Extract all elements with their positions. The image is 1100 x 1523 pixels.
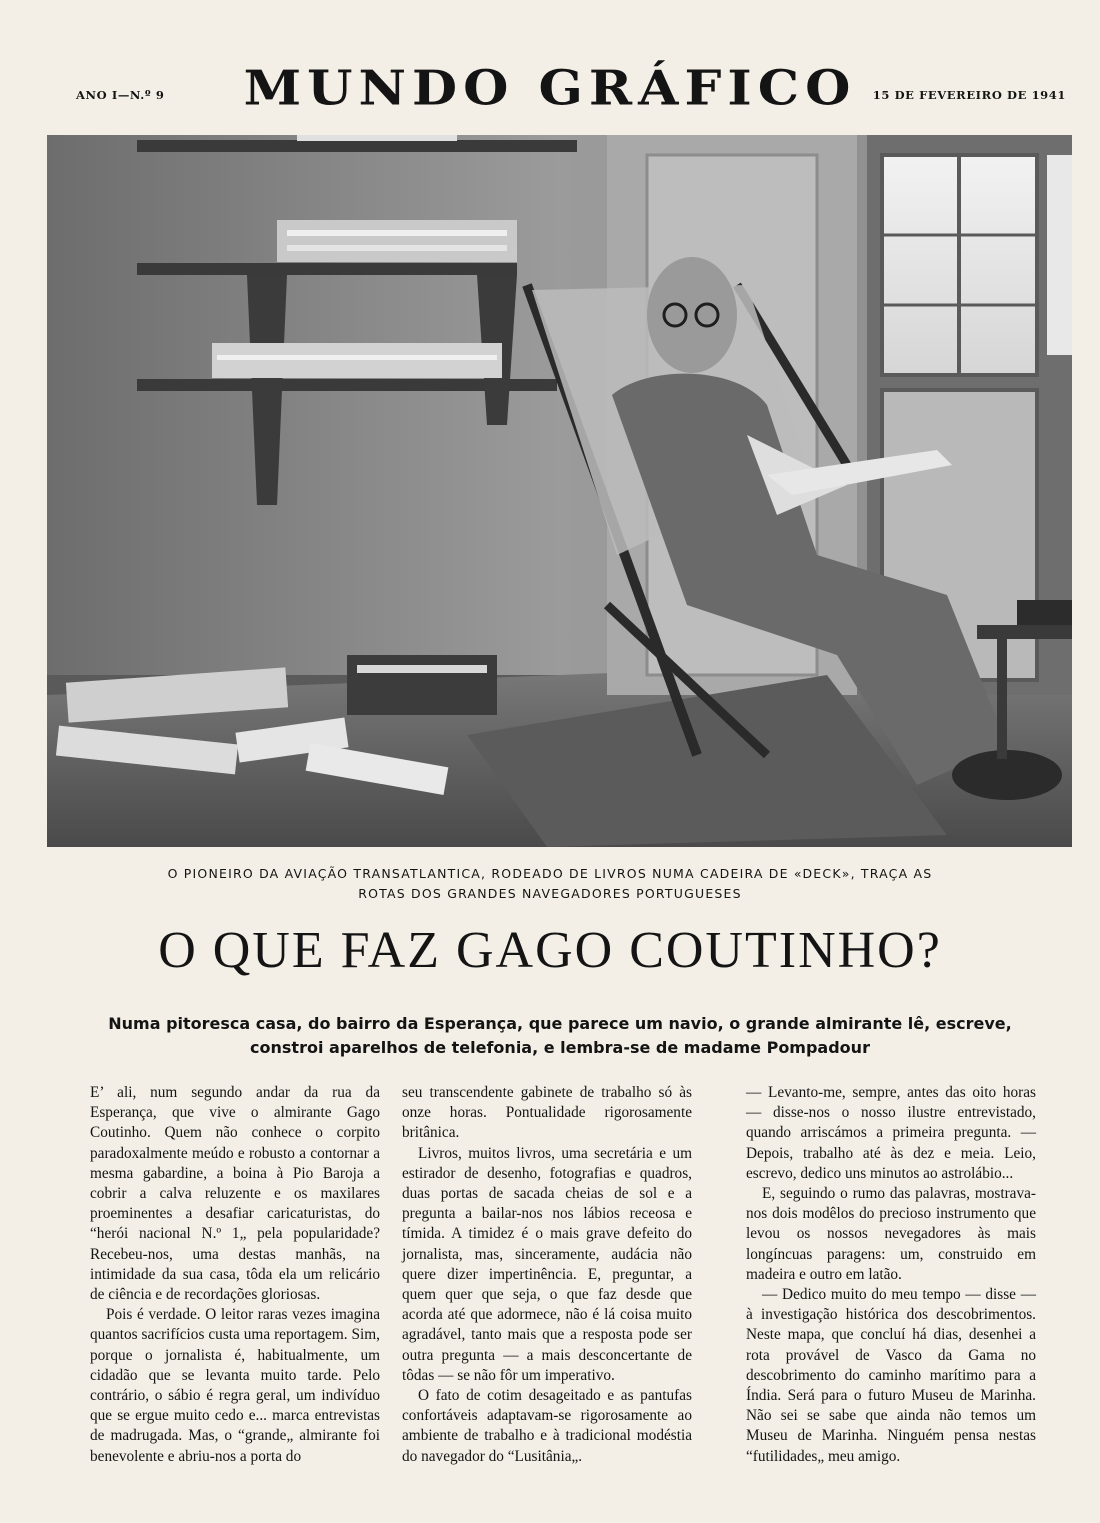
paragraph: E’ ali, num segundo andar da rua da Esperança, que vive o almirante Gago Coutinho. Quem não conhece o corpito paradoxalmente meúdo e robusto a contornar a mesma gabardine, a boina à Pio Baroja a cobrir a calva reluzente e os maxilares proeminentes a desafiar caricaturistas, do “herói nacional N.º 1„ pela popularidade? Recebeu-nos, uma destas manhãs, na intimidade da sua casa, tôda ela um relicário de ciência e de recordações gloriosas. (90, 1084, 380, 1304)
article-column-3 (746, 1083, 1036, 1467)
article-column-1 (90, 1083, 380, 1467)
photo-illustration (47, 135, 1072, 847)
paragraph: O fato de cotim desageitado e as pantufas confortáveis adaptavam-se rigorosamente ao ambiente de trabalho e à tradicional modéstia do navegador do “Lusitânia„. (402, 1387, 692, 1465)
article-deck (80, 1012, 1040, 1060)
deck-line-2: constroi aparelhos de telefonia, e lembra-se de madame Pompadour (250, 1038, 870, 1057)
issue-date: 15 DE FEVEREIRO DE 1941 (872, 88, 1066, 102)
paragraph: Pois é verdade. O leitor raras vezes imagina quantos sacrifícios custa uma reportagem. Sim, porque o jornalista é, habitualmente, um cidadão que se levanta muito tarde. Pelo contrário, o sábio é regra geral, um indivíduo que se ergue muito cedo e... marca entrevistas de madrugada. Mas, o “grande„ almirante foi benevolente e abriu-nos a porta do (90, 1306, 380, 1465)
photo-elderly-man-in-deck-chair-with-books (47, 135, 1072, 847)
magazine-title: MUNDO GRÁFICO (243, 60, 857, 117)
caption-line-2: ROTAS DOS GRANDES NAVEGADORES PORTUGUESES (358, 886, 742, 901)
article-column-2 (402, 1083, 692, 1467)
paragraph: E, seguindo o rumo das palavras, mostrava-nos dois modêlos do precioso instrumento que levou os nossos nevegadores às mais longíncuas paragens: um, construido em madeira e outro em latão. (746, 1185, 1036, 1283)
caption-line-1: O PIONEIRO DA AVIAÇÃO TRANSATLANTICA, RODEADO DE LIVROS NUMA CADEIRA DE «DECK», TRAÇA AS (167, 866, 933, 881)
paragraph: seu transcendente gabinete de trabalho só às onze horas. Pontualidade rigorosamente britânica. (402, 1084, 692, 1142)
article-headline: O QUE FAZ GAGO COUTINHO? (158, 922, 942, 979)
paragraph: Livros, muitos livros, uma secretária e um estirador de desenho, fotografias e quadros, duas portas de sacada cheias de sol e a pregunta a bailar-nos nos lábios receosa e tímida. A timidez é o mais grave defeito do jornalista, mas, sinceramente, audácia não quere dizer impertinência. E, preguntar, a quem quer que seja, o que faz desde que acorda até que adormece, não é lá coisa muito agradável, tanto mais que a resposta pode ser outra pregunta — a mais desconcertante de tôdas — se não fôr um imperativo. (402, 1144, 692, 1384)
masthead (30, 52, 1070, 122)
paragraph: — Levanto-me, sempre, antes das oito horas — disse-nos o nosso ilustre entrevistado, quando arriscámos a primeira pregunta. — Depois, trabalho até às dez e meia. Leio, escrevo, dedico uns minutos ao astrolábio... (746, 1084, 1036, 1182)
deck-line-1: Numa pitoresca casa, do bairro da Esperança, que parece um navio, o grande almirante lê, escreve, (108, 1014, 1012, 1033)
issue-number: ANO I—N.º 9 (76, 88, 165, 102)
photo-caption (100, 864, 1000, 904)
paragraph: — Dedico muito do meu tempo — disse — à investigação histórica dos descobrimentos. Neste mapa, que concluí há dias, desenhei a rota provável de Vasco da Gama no descobrimento do caminho marítimo para a Índia. Será para o futuro Museu de Marinha. Não sei se sabe que ainda não temos um Museu de Marinha. Ninguém pensa nestas “futilidades„ meu amigo. (746, 1286, 1036, 1465)
